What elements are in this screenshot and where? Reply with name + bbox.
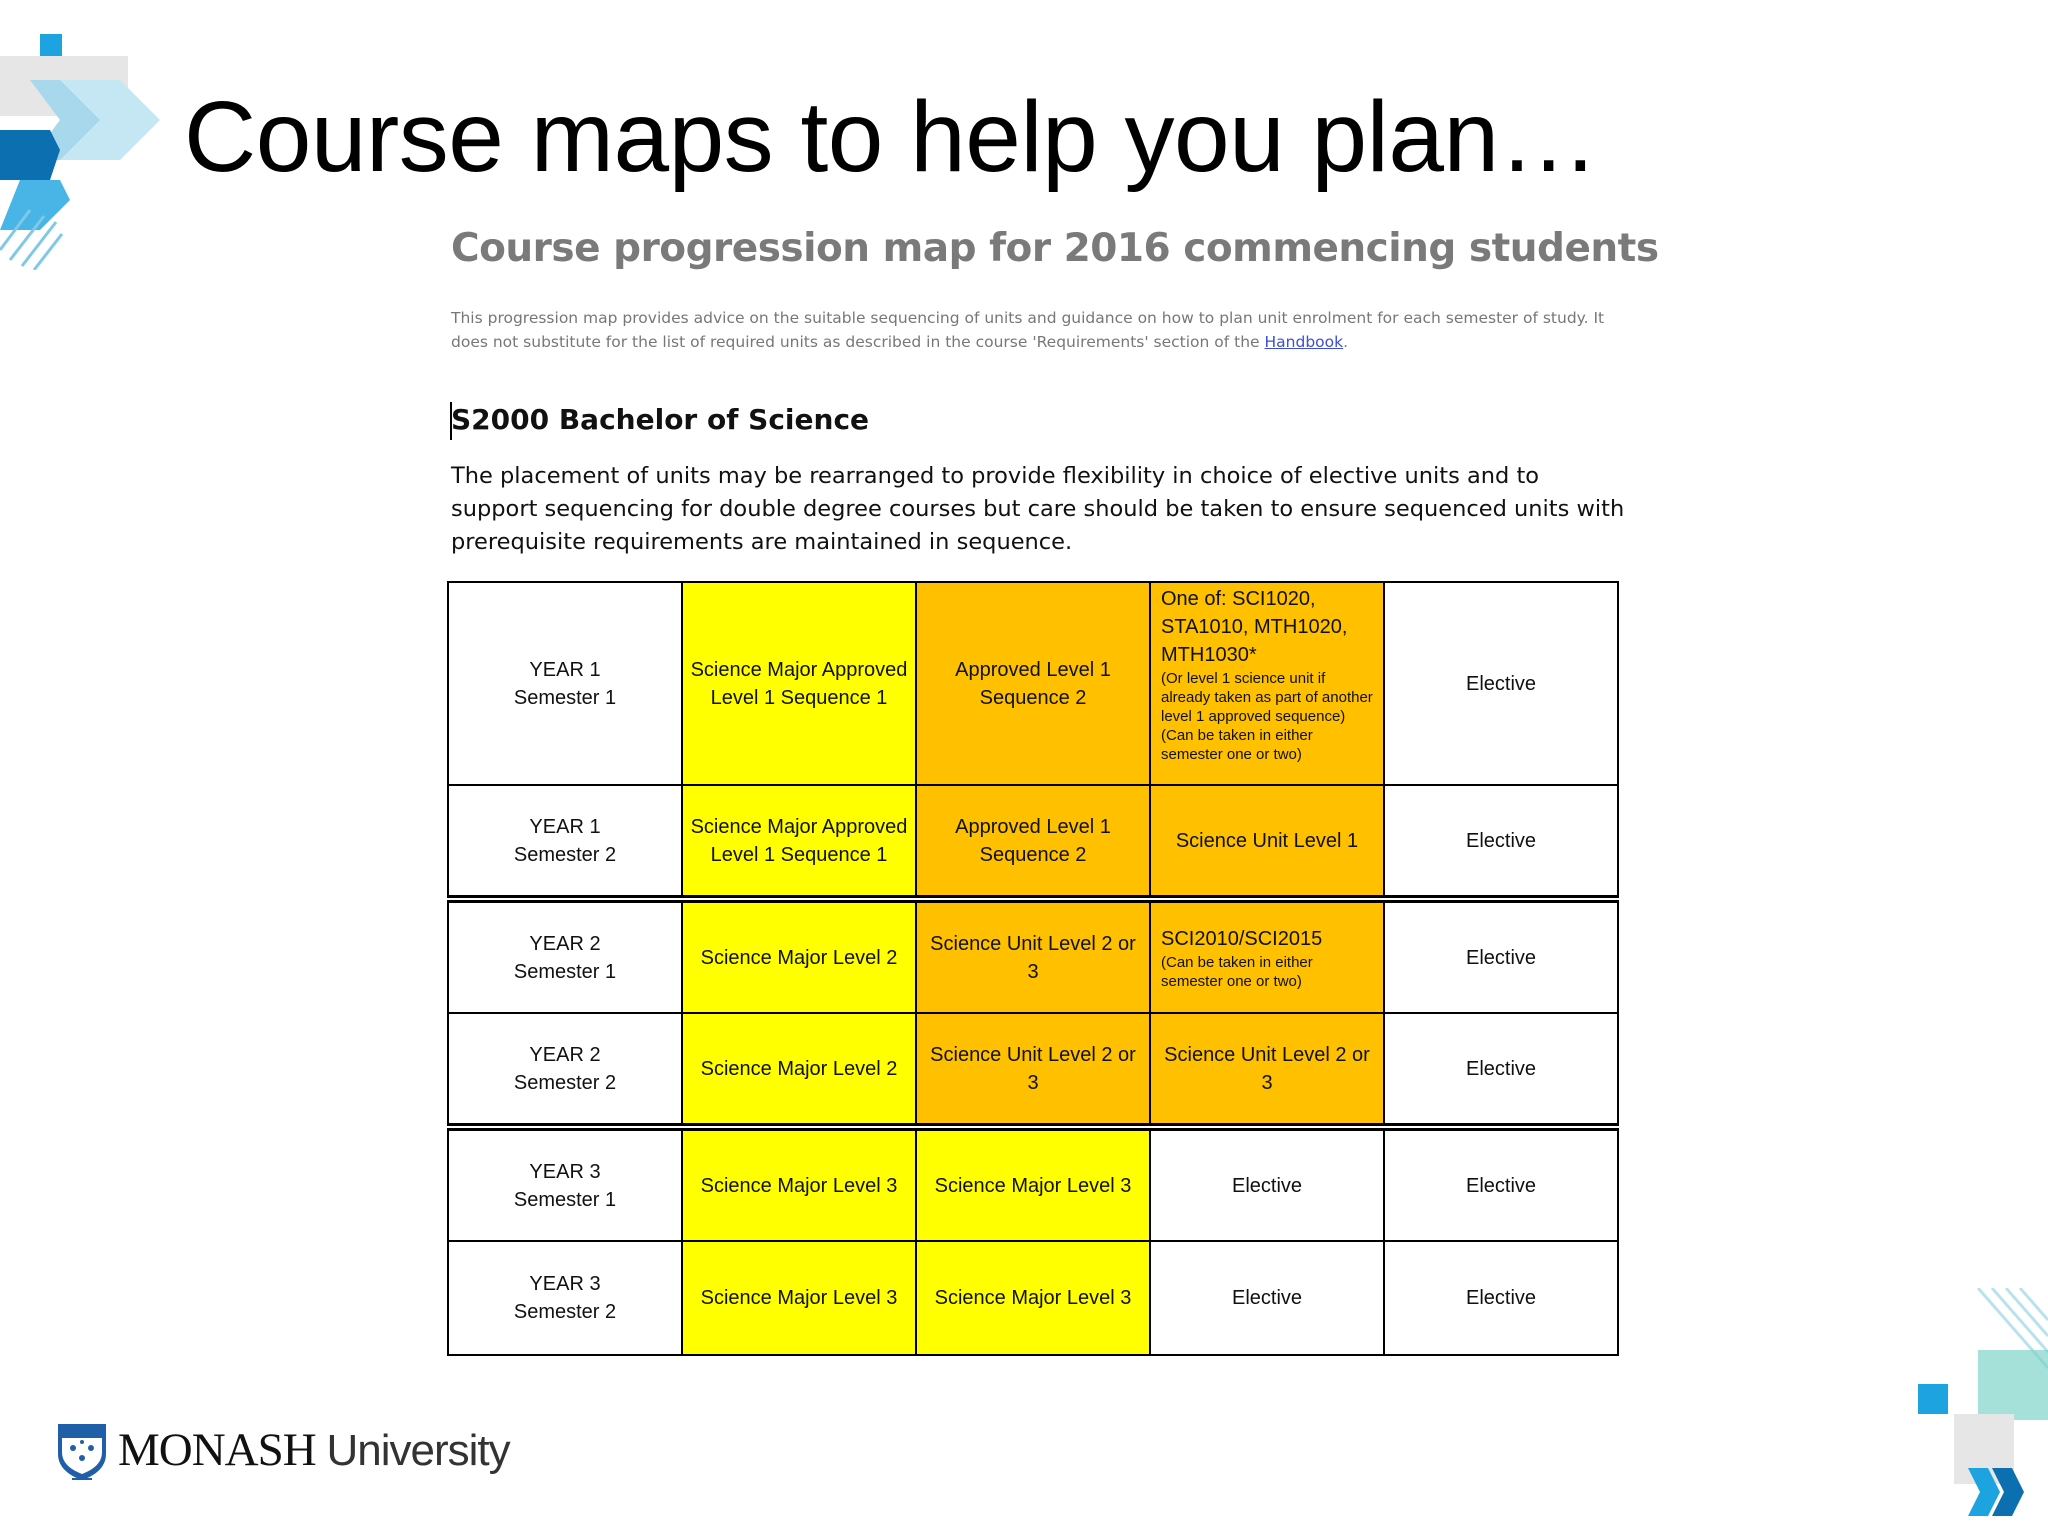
monash-logo	[56, 1420, 510, 1480]
unit-cell: Science Major Level 3	[916, 1241, 1150, 1355]
crest-icon	[56, 1420, 108, 1480]
unit-cell: Science Major Level 3	[916, 1127, 1150, 1241]
semester-label: Semester 1	[513, 686, 617, 709]
unit-cell: Elective	[1384, 1013, 1618, 1127]
unit-cell: Approved Level 1 Sequence 2	[916, 582, 1150, 785]
year-label: YEAR 1	[529, 815, 601, 838]
document-intro	[451, 306, 1641, 354]
course-note: The placement of units may be rearranged to provide flexibility in choice of elective units and to support sequencing for double degree courses but care should be taken to ensure sequenced units with prerequisite requirements are maintained in sequence.	[451, 463, 1625, 555]
unit-cell: Elective	[1150, 1127, 1384, 1241]
year-label: YEAR 3	[529, 1273, 601, 1295]
semester-label: Semester 2	[513, 1071, 617, 1094]
semester-cell	[448, 1241, 682, 1355]
semester-cell	[448, 1127, 682, 1241]
semester-cell	[448, 1013, 682, 1127]
handbook-link[interactable]: Handbook	[1264, 333, 1344, 351]
semester-cell	[448, 899, 682, 1013]
unit-cell: Science Major Approved Level 1 Sequence 1	[682, 785, 916, 899]
semester-cell	[448, 582, 682, 785]
unit-cell: Science Unit Level 2 or 3	[916, 899, 1150, 1013]
unit-options: One of: SCI1020, STA1010, MTH1020, MTH1030*	[1161, 588, 1348, 666]
unit-cell: Elective	[1150, 1241, 1384, 1355]
course-heading: S2000 Bachelor of Science	[451, 403, 870, 436]
year-label: YEAR 2	[529, 1043, 601, 1066]
unit-cell	[1150, 582, 1384, 785]
semester-label: Semester 2	[513, 843, 617, 866]
course-map-table	[447, 581, 1619, 1356]
year-label: YEAR 1	[529, 658, 601, 681]
unit-cell: Approved Level 1 Sequence 2	[916, 785, 1150, 899]
slide-title: Course maps to help you plan…	[184, 81, 1599, 193]
unit-cell	[1150, 899, 1384, 1013]
unit-options: SCI2010/SCI2015	[1161, 927, 1323, 950]
unit-cell: Science Unit Level 1	[1150, 785, 1384, 899]
unit-cell: Elective	[1384, 1241, 1618, 1355]
unit-cell: Science Major Level 2	[682, 1013, 916, 1127]
semester-label: Semester 1	[513, 960, 617, 983]
document-title: Course progression map for 2016 commencing students	[451, 226, 1659, 271]
brand-name-rest: University	[326, 1426, 510, 1475]
unit-cell: Science Major Approved Level 1 Sequence 1	[682, 582, 916, 785]
unit-cell: Science Major Level 3	[682, 1127, 916, 1241]
table-row	[448, 899, 1618, 1013]
table-row	[448, 1127, 1618, 1241]
unit-note: (Or level 1 science unit if already taken as part of another level 1 approved sequence)	[1161, 670, 1373, 725]
unit-cell: Elective	[1384, 785, 1618, 899]
brand-name-bold: MONASH	[118, 1424, 316, 1476]
unit-note: (Can be taken in either semester one or two)	[1161, 727, 1313, 763]
semester-label: Semester 1	[513, 1188, 617, 1211]
table-row	[448, 1013, 1618, 1127]
unit-note: (Can be taken in either semester one or two)	[1161, 953, 1313, 990]
table-row	[448, 582, 1618, 785]
unit-cell: Science Unit Level 2 or 3	[916, 1013, 1150, 1127]
table-row	[448, 785, 1618, 899]
table-row	[448, 1241, 1618, 1355]
year-label: YEAR 2	[529, 932, 601, 955]
chevron-decoration-bottom-right	[1918, 1288, 2048, 1528]
semester-cell	[448, 785, 682, 899]
unit-cell: Science Unit Level 2 or 3	[1150, 1013, 1384, 1127]
semester-label: Semester 2	[513, 1301, 617, 1323]
unit-cell: Elective	[1384, 582, 1618, 785]
intro-text: This progression map provides advice on the suitable sequencing of units and guidance on how to plan unit enrolment for each semester of study. It does not substitute for the list of required units as described in the course 'Requirements' section of the	[451, 309, 1605, 351]
intro-end: .	[1343, 333, 1349, 351]
chevron-decoration-top-left	[0, 30, 180, 270]
unit-cell: Science Major Level 2	[682, 899, 916, 1013]
unit-cell: Elective	[1384, 1127, 1618, 1241]
year-label: YEAR 3	[529, 1160, 601, 1183]
unit-cell: Elective	[1384, 899, 1618, 1013]
unit-cell: Science Major Level 3	[682, 1241, 916, 1355]
brand-wordmark	[118, 1423, 510, 1477]
